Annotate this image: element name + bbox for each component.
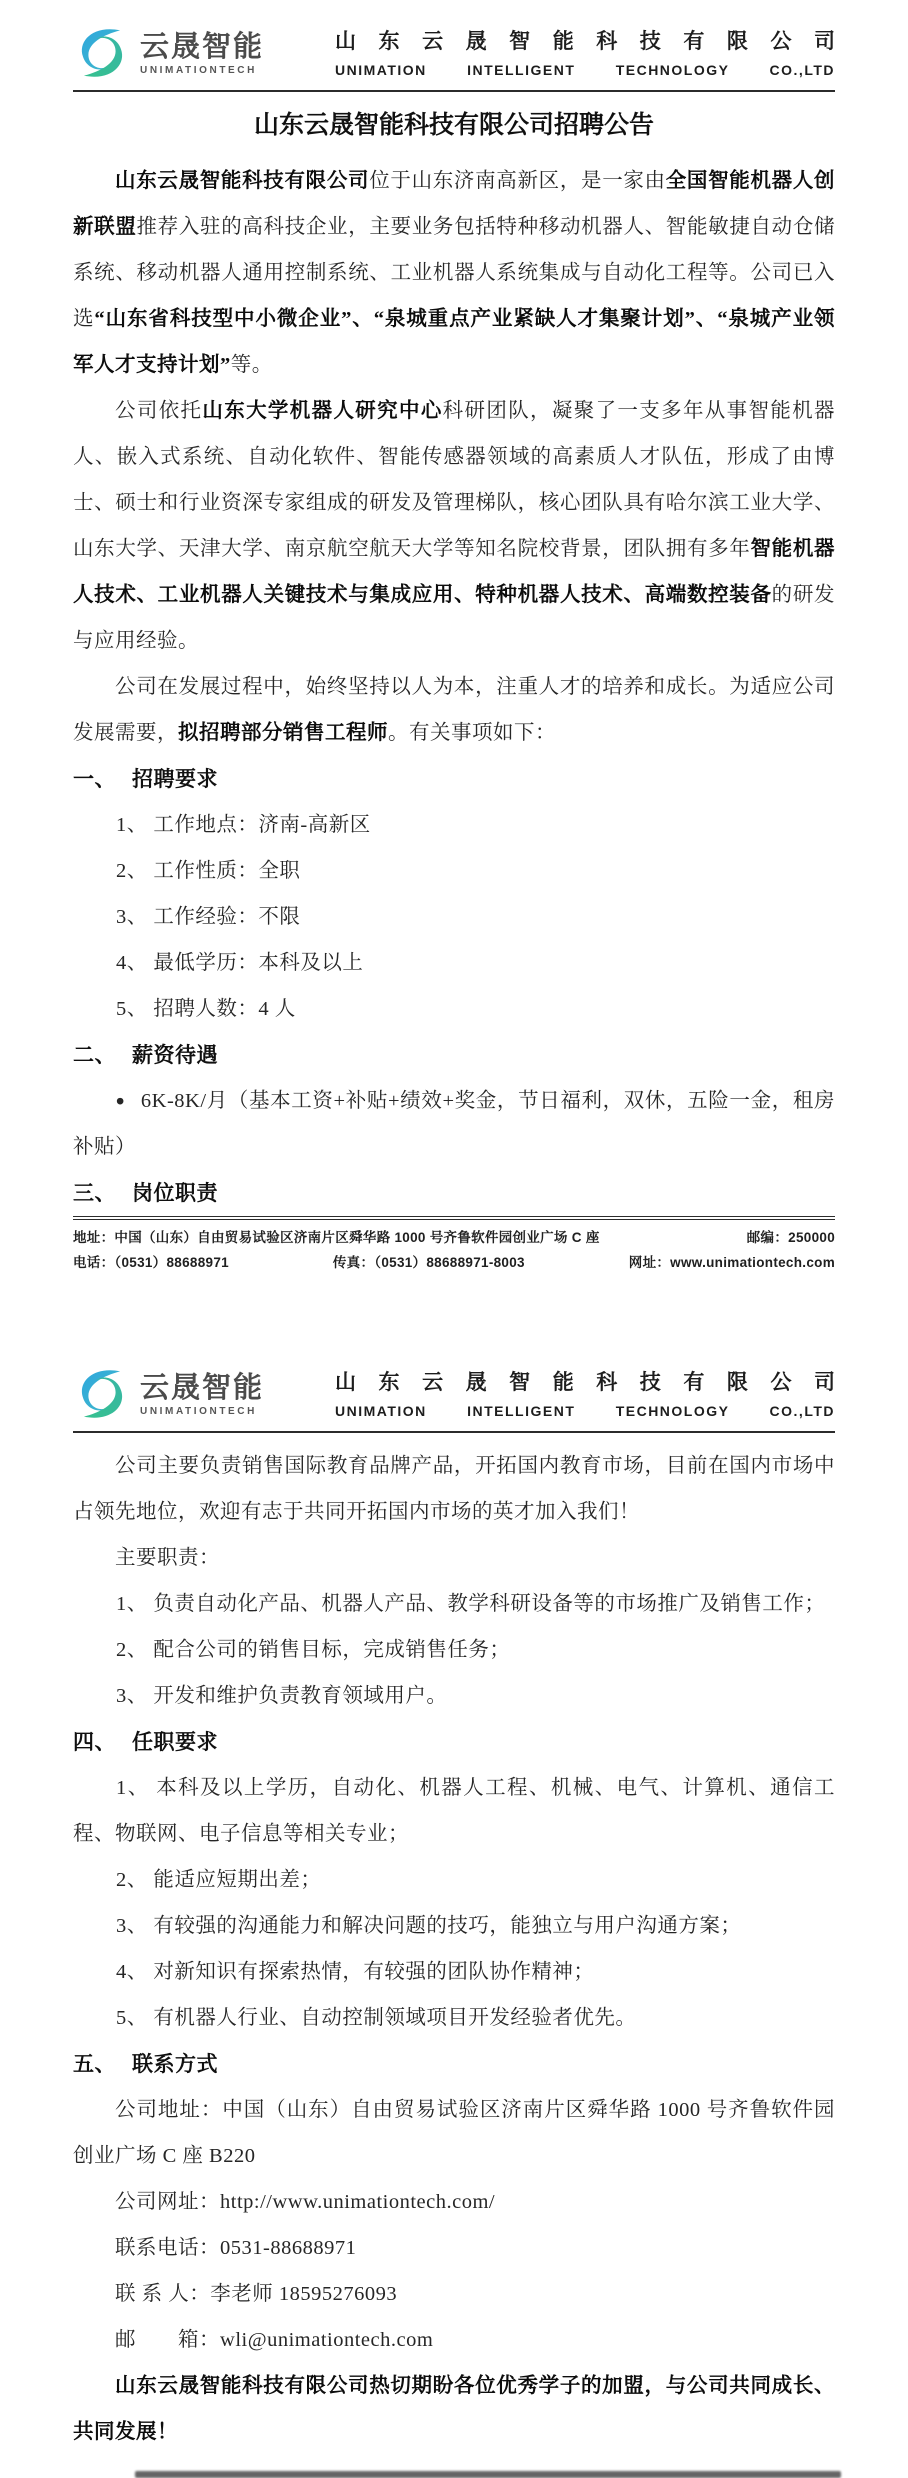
section-title: 任职要求: [132, 1730, 218, 1754]
page-gap: [0, 1275, 908, 1351]
intro-paragraph-1: 山东云晟智能科技有限公司位于山东济南高新区，是一家由全国智能机器人创新联盟推荐入驻的高科技企业，主要业务包括特种移动机器人、智能敏捷自动仓储系统、移动机器人通用控制系统、工业机器人系统集成与自动化工程等。公司已入选“山东省科技型中小微企业”、“泉城重点产业紧缺人才集聚计划”、“泉城产业领军人才支持计划”等。: [73, 170, 836, 376]
section-number: 一、: [73, 767, 116, 791]
logo-swirl-icon: [73, 24, 131, 82]
page-2: [0, 1351, 908, 2478]
list-item: 1、 本科及以上学历，自动化、机器人工程、机械、电气、计算机、通信工程、物联网、电子信息等相关专业；: [73, 1777, 835, 1845]
section-number: 二、: [73, 1043, 116, 1067]
brand-name-en: UNIMATIONTECH: [140, 64, 257, 76]
company-logo: [73, 1365, 264, 1423]
closing-paragraph: 山东云晟智能科技有限公司热切期盼各位优秀学子的加盟，与公司共同成长、共同发展！: [73, 2375, 835, 2443]
section-number: 五、: [73, 2052, 116, 2076]
company-name-cn: 山 东 云 晟 智 能 科 技 有 限 公 司: [335, 29, 835, 53]
company-name-cn: 山 东 云 晟 智 能 科 技 有 限 公 司: [335, 1370, 835, 1394]
brand-name-cn: 云晟智能: [140, 1371, 265, 1404]
footer-address: 地址：中国（山东）自由贸易试验区济南片区舜华路 1000 号齐鲁软件园创业广场 C 座: [73, 1230, 600, 1245]
contact-address: 公司地址：中国（山东）自由贸易试验区济南片区舜华路 1000 号齐鲁软件园创业广场 C 座 B220: [73, 2099, 835, 2167]
footer-fax: 传真：（0531）88688971-8003: [332, 1255, 525, 1270]
brand-name-en: UNIMATIONTECH: [140, 1405, 257, 1417]
duties-title: 主要职责：: [115, 1547, 221, 1569]
company-name-block: [335, 29, 835, 78]
footer-row-2: [73, 1250, 835, 1275]
list-item: 5、 有机器人行业、自动控制领域项目开发经验者优先。: [116, 2007, 637, 2029]
company-name-en: UNIMATION INTELLIGENT TECHNOLOGY CO.,LTD: [335, 61, 835, 78]
page-footer: [73, 1216, 835, 1275]
contact-person: 联 系 人：李老师 18595276093: [115, 2283, 398, 2305]
company-name-en: UNIMATION INTELLIGENT TECHNOLOGY CO.,LTD: [335, 1402, 835, 1419]
section-heading-contact: [73, 2041, 835, 2087]
sales-intro-paragraph: 公司主要负责销售国际教育品牌产品，开拓国内教育市场，目前在国内市场中占领先地位，欢迎有志于共同开拓国内市场的英才加入我们！: [73, 1455, 835, 1523]
section-heading-recruit-requirements: [73, 756, 835, 802]
section-title: 岗位职责: [132, 1181, 218, 1205]
list-item: 4、 对新知识有探索热情，有较强的团队协作精神；: [116, 1961, 595, 1983]
list-item: 2、 配合公司的销售目标，完成销售任务；: [116, 1639, 511, 1661]
salary-bullet: [73, 1078, 835, 1170]
list-item: 1、 负责自动化产品、机器人产品、教学科研设备等的市场推广及销售工作；: [116, 1593, 826, 1615]
salary-text: 6K-8K/月（基本工资+补贴+绩效+奖金，节日福利，双休，五险一金，租房补贴）: [73, 1090, 835, 1158]
list-item: 5、 招聘人数：4 人: [116, 998, 296, 1020]
intro-paragraph-2: 公司依托山东大学机器人研究中心科研团队，凝聚了一支多年从事智能机器人、嵌入式系统、自动化软件、智能传感器领域的高素质人才队伍，形成了由博士、硕士和行业资深专家组成的研发及管理梯队，核心团队具有哈尔滨工业大学、山东大学、天津大学、南京航空航天大学等知名院校背景，团队拥有多年智能机器人技术、工业机器人关键技术与集成应用、特种机器人技术、高端数控装备的研发与应用经验。: [73, 400, 836, 652]
section-heading-job-duties: [73, 1170, 835, 1216]
list-item: 3、 开发和维护负责教育领域用户。: [116, 1685, 448, 1707]
cutoff-next-line: [135, 2471, 841, 2478]
list-item: 2、 能适应短期出差；: [116, 1869, 322, 1891]
logo-text: [140, 31, 264, 76]
letterhead: [73, 1351, 835, 1433]
footer-web: 网址：www.unimationtech.com: [628, 1255, 835, 1270]
section-title: 招聘要求: [132, 767, 218, 791]
list-item: 1、 工作地点：济南-高新区: [116, 814, 371, 836]
logo-swirl-icon: [73, 1365, 131, 1423]
intro-paragraph-3: 公司在发展过程中，始终坚持以人为本，注重人才的培养和成长。为适应公司发展需要，拟招聘部分销售工程师。有关事项如下：: [73, 676, 835, 744]
footer-zip: 邮编：250000: [746, 1230, 835, 1245]
footer-row-1: [73, 1225, 835, 1250]
footer-phone: 电话：（0531）88688971: [73, 1255, 229, 1270]
company-name-block: [335, 1370, 835, 1419]
contact-email: 邮 箱：wli@unimationtech.com: [115, 2329, 434, 2351]
section-heading-qualifications: [73, 1719, 835, 1765]
brand-name-cn: 云晟智能: [140, 30, 265, 63]
section-number: 四、: [73, 1730, 116, 1754]
logo-text: [140, 1372, 264, 1417]
list-item: 3、 工作经验：不限: [116, 906, 301, 928]
list-item: 3、 有较强的沟通能力和解决问题的技巧，能独立与用户沟通方案；: [116, 1915, 742, 1937]
section-heading-salary: [73, 1032, 835, 1078]
list-item: 2、 工作性质：全职: [116, 860, 301, 882]
bullet-icon: ●: [114, 1092, 125, 1110]
company-logo: [73, 24, 264, 82]
section-title: 薪资待遇: [132, 1043, 218, 1067]
section-title: 联系方式: [132, 2052, 218, 2076]
contact-website: 公司网址：http://www.unimationtech.com/: [115, 2191, 496, 2213]
section-number: 三、: [73, 1181, 116, 1205]
contact-phone: 联系电话：0531-88688971: [115, 2237, 357, 2259]
letterhead: [73, 0, 835, 92]
list-item: 4、 最低学历：本科及以上: [116, 952, 364, 974]
page-title: 山东云晟智能科技有限公司招聘公告: [253, 112, 654, 139]
